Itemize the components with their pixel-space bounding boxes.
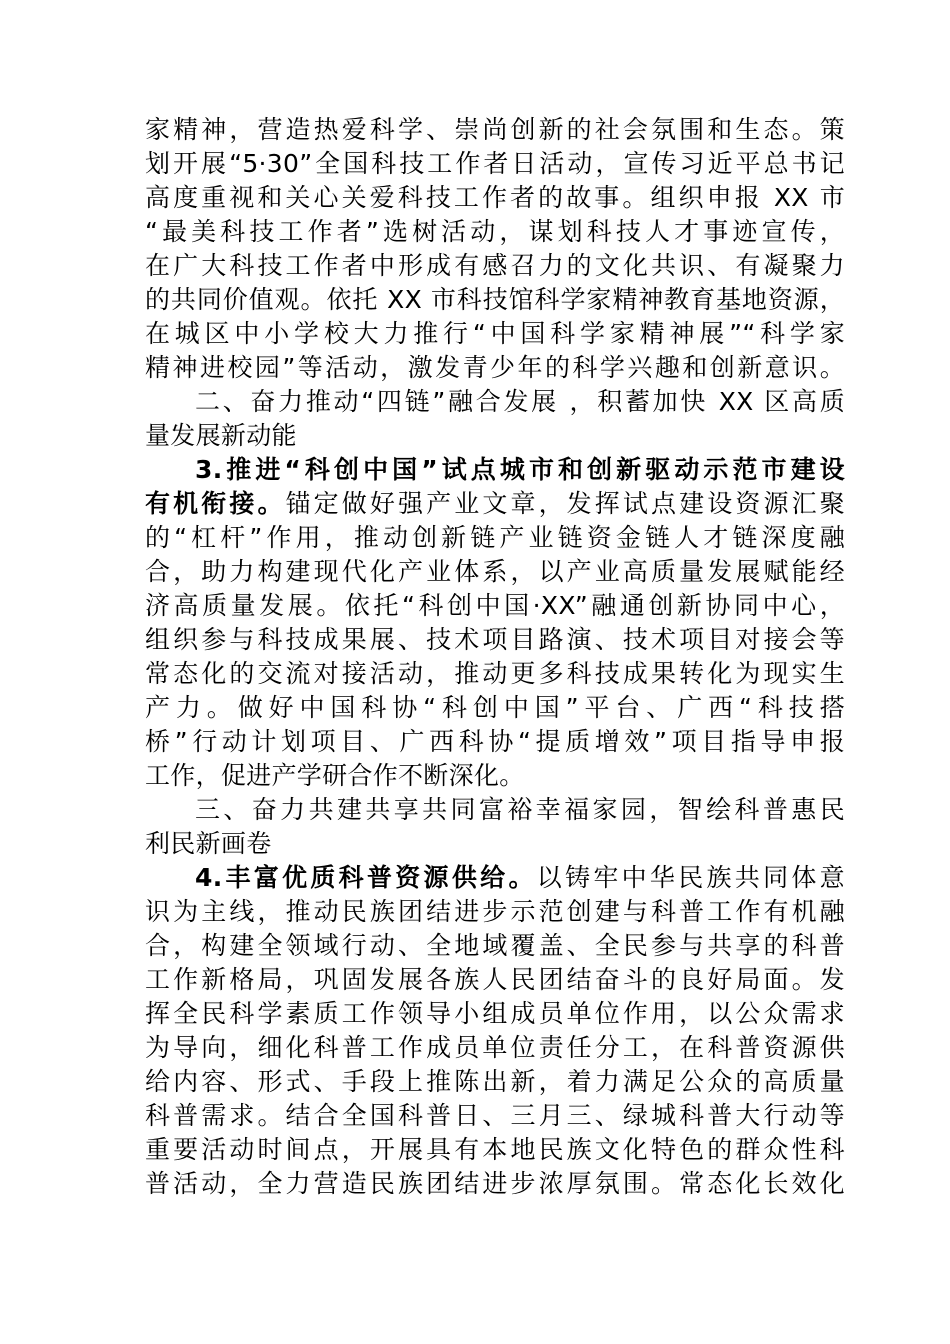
- line-text: 划开展“5·30”全国科技工作者日活动，宣传习近平总书记: [145, 149, 845, 178]
- line-text: 挥全民科学素质工作领导小组成员单位作用，以公众需求: [145, 999, 845, 1028]
- text-line: [145, 827, 845, 861]
- line-text: 合，助力构建现代化产业体系，以产业高质量发展赋能经: [145, 557, 845, 586]
- line-text: 在广大科技工作者中形成有感召力的文化共识、有凝聚力: [145, 251, 845, 280]
- line-text: 工作新格局，巩固发展各族人民团结奋斗的良好局面。发: [145, 965, 845, 994]
- line-text: 二、奋力推动“四链”融合发展 ，积蓄加快 XX 区高质: [195, 387, 845, 416]
- line-text: 在城区中小学校大力推行“中国科学家精神展”“科学家: [145, 319, 845, 348]
- text-line: [145, 1133, 845, 1167]
- text-line: [145, 317, 845, 351]
- line-text: 合，构建全领域行动、全地域覆盖、全民参与共享的科普: [145, 931, 845, 960]
- text-line: [145, 861, 845, 895]
- line-text: 以铸牢中华民族共同体意: [536, 863, 845, 892]
- text-line: [145, 249, 845, 283]
- line-text: 组织参与科技成果展、技术项目路演、技术项目对接会等: [145, 625, 845, 654]
- text-line: [145, 351, 845, 385]
- bold-lead-text: 4.丰富优质科普资源供给。: [195, 863, 537, 892]
- text-line: [145, 113, 845, 147]
- line-text: 利民新画卷: [145, 829, 272, 858]
- text-line: [145, 1065, 845, 1099]
- text-line: [145, 997, 845, 1031]
- document-body: [145, 113, 845, 1201]
- line-text: 精神进校园”等活动，激发青少年的科学兴趣和创新意识。: [145, 353, 845, 382]
- text-line: [145, 215, 845, 249]
- text-line: [145, 963, 845, 997]
- line-text: 桥”行动计划项目、广西科协“提质增效”项目指导申报: [145, 727, 845, 756]
- line-text: “最美科技工作者”选树活动，谋划科技人才事迹宣传，: [145, 217, 845, 246]
- text-line: [145, 725, 845, 759]
- line-text: 识为主线，推动民族团结进步示范创建与科普工作有机融: [145, 897, 845, 926]
- line-text: 家精神，营造热爱科学、崇尚创新的社会氛围和生态。策: [145, 115, 845, 144]
- text-line: [145, 453, 845, 487]
- text-line: [145, 759, 845, 793]
- text-line: [145, 487, 845, 521]
- text-line: [145, 657, 845, 691]
- line-text: 科普需求。结合全国科普日、三月三、绿城科普大行动等: [145, 1101, 845, 1130]
- text-line: [145, 147, 845, 181]
- line-text: 常态化的交流对接活动，推动更多科技成果转化为现实生: [145, 659, 845, 688]
- text-line: [145, 589, 845, 623]
- text-line: [145, 691, 845, 725]
- line-text: 重要活动时间点，开展具有本地民族文化特色的群众性科: [145, 1135, 845, 1164]
- text-line: [145, 929, 845, 963]
- text-line: [145, 283, 845, 317]
- text-line: [145, 793, 845, 827]
- line-text: 的共同价值观。依托 XX 市科技馆科学家精神教育基地资源，: [145, 285, 845, 314]
- line-text: 产力。做好中国科协“科创中国”平台、广西“科技搭: [145, 693, 845, 722]
- text-line: [145, 419, 845, 453]
- text-line: [145, 1167, 845, 1201]
- bold-lead-text: 有机衔接。: [145, 489, 286, 518]
- line-text: 工作，促进产学研合作不断深化。: [145, 761, 525, 790]
- line-text: 普活动，全力营造民族团结进步浓厚氛围。常态化长效化: [145, 1169, 845, 1198]
- line-text: 量发展新动能: [145, 421, 297, 450]
- text-line: [145, 555, 845, 589]
- bold-lead-text: 3.推进“科创中国”试点城市和创新驱动示范市建设: [195, 455, 845, 484]
- line-text: 给内容、形式、手段上推陈出新，着力满足公众的高质量: [145, 1067, 845, 1096]
- line-text: 高度重视和关心关爱科技工作者的故事。组织申报 XX 市: [145, 183, 845, 212]
- text-line: [145, 521, 845, 555]
- text-line: [145, 1031, 845, 1065]
- text-line: [145, 623, 845, 657]
- text-line: [145, 385, 845, 419]
- text-line: [145, 895, 845, 929]
- text-line: [145, 181, 845, 215]
- line-text: 的“杠杆”作用，推动创新链产业链资金链人才链深度融: [145, 523, 845, 552]
- line-text: 济高质量发展。依托“科创中国·XX”融通创新协同中心，: [145, 591, 845, 620]
- text-line: [145, 1099, 845, 1133]
- line-text: 锚定做好强产业文章，发挥试点建设资源汇聚: [285, 489, 845, 518]
- line-text: 为导向，细化科普工作成员单位责任分工，在科普资源供: [145, 1033, 845, 1062]
- line-text: 三、奋力共建共享共同富裕幸福家园，智绘科普惠民: [195, 795, 845, 824]
